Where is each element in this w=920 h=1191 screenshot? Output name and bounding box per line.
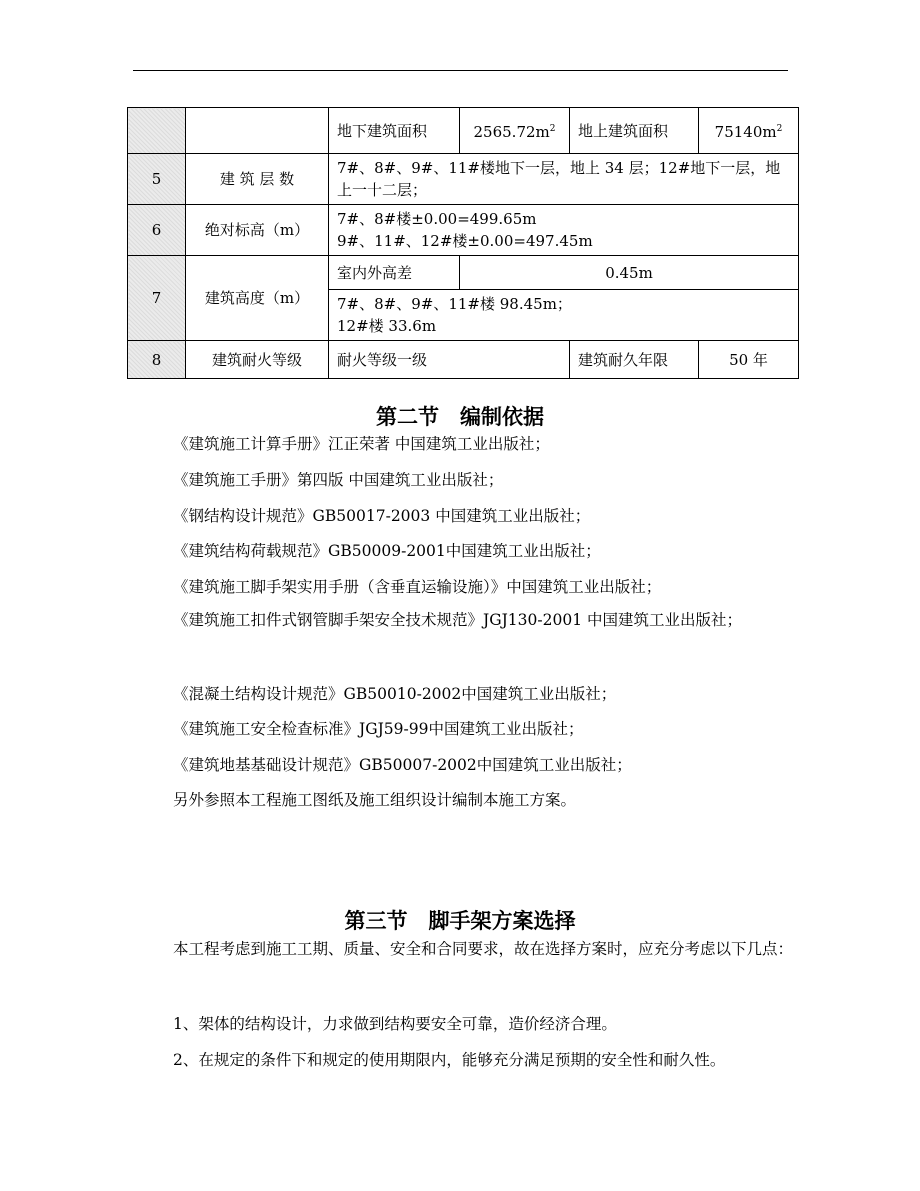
reference-item: 《建筑施工手册》第四版 中国建筑工业出版社；: [173, 471, 504, 489]
table-row: [128, 154, 799, 205]
fire-rating-value: 耐火等级一级: [329, 341, 570, 379]
reference-item: 《建筑施工安全检查标准》JGJ59-99中国建筑工业出版社；: [173, 720, 584, 738]
building-height-value: [329, 290, 799, 341]
reference-item: 《建筑施工计算手册》江正荣著 中国建筑工业出版社；: [173, 435, 550, 453]
row-number: 5: [128, 154, 186, 205]
elevation-line: 9#、11#、12#楼±0.00=497.45m: [337, 232, 593, 250]
section-2-title: 第二节 编制依据: [376, 405, 544, 429]
row-label: 建筑耐火等级: [186, 341, 329, 379]
row-label: 绝对标高（m）: [186, 205, 329, 256]
reference-item: 《建筑施工脚手架实用手册（含垂直运输设施）》中国建筑工业出版社；: [173, 578, 662, 596]
height-line: 12#楼 33.6m: [337, 317, 437, 335]
num-cell: [128, 108, 186, 154]
height-diff-value: 0.45m: [460, 256, 799, 290]
reference-item: 《建筑施工扣件式钢管脚手架安全技术规范》JGJ130-2001 中国建筑工业出版社；: [173, 611, 743, 629]
section-3-intro: 本工程考虑到施工工期、质量、安全和合同要求，故在选择方案时，应充分考虑以下几点：: [173, 940, 794, 958]
row-label: 建 筑 层 数: [186, 154, 329, 205]
table-row: [128, 341, 799, 379]
row-label: 建筑高度（m）: [186, 256, 329, 341]
height-diff-label: 室内外高差: [329, 256, 460, 290]
section-3-point: 2、在规定的条件下和规定的使用期限内，能够充分满足预期的安全性和耐久性。: [173, 1051, 726, 1069]
elevation-line: 7#、8#楼±0.00=499.65m: [337, 210, 537, 228]
floors-value: 7#、8#、9#、11#楼地下一层，地上 34 层；12#地下一层，地上一十二层；: [329, 154, 799, 205]
underground-area-value: $2565.72m^2$: [460, 108, 570, 154]
row-number: 6: [128, 205, 186, 256]
section-3-title: 第三节 脚手架方案选择: [344, 909, 576, 933]
durability-value: 50 年: [699, 341, 799, 379]
section-3-point: 1、架体的结构设计，力求做到结构要安全可靠，造价经济合理。: [173, 1015, 617, 1033]
table-row: [128, 108, 799, 154]
reference-item: 《钢结构设计规范》GB50017-2003 中国建筑工业出版社；: [173, 507, 591, 525]
underground-area-label: 地下建筑面积: [329, 108, 460, 154]
project-info-table: [127, 107, 799, 379]
durability-label: 建筑耐久年限: [570, 341, 699, 379]
row-number: 8: [128, 341, 186, 379]
aboveground-area-value: $75140m^2$: [699, 108, 799, 154]
header-rule: [133, 70, 788, 71]
reference-item: 《建筑地基基础设计规范》GB50007-2002中国建筑工业出版社；: [173, 756, 632, 774]
reference-item: 《混凝土结构设计规范》GB50010-2002中国建筑工业出版社；: [173, 685, 617, 703]
elevation-value: [329, 205, 799, 256]
label-cell: [186, 108, 329, 154]
row-number: 7: [128, 256, 186, 341]
table-row: [128, 256, 799, 290]
aboveground-area-label: 地上建筑面积: [570, 108, 699, 154]
reference-item: 另外参照本工程施工图纸及施工组织设计编制本施工方案。: [173, 791, 577, 809]
reference-item: 《建筑结构荷载规范》GB50009-2001中国建筑工业出版社；: [173, 542, 601, 560]
table-row: [128, 205, 799, 256]
height-line: 7#、8#、9#、11#楼 98.45m；: [337, 295, 572, 313]
